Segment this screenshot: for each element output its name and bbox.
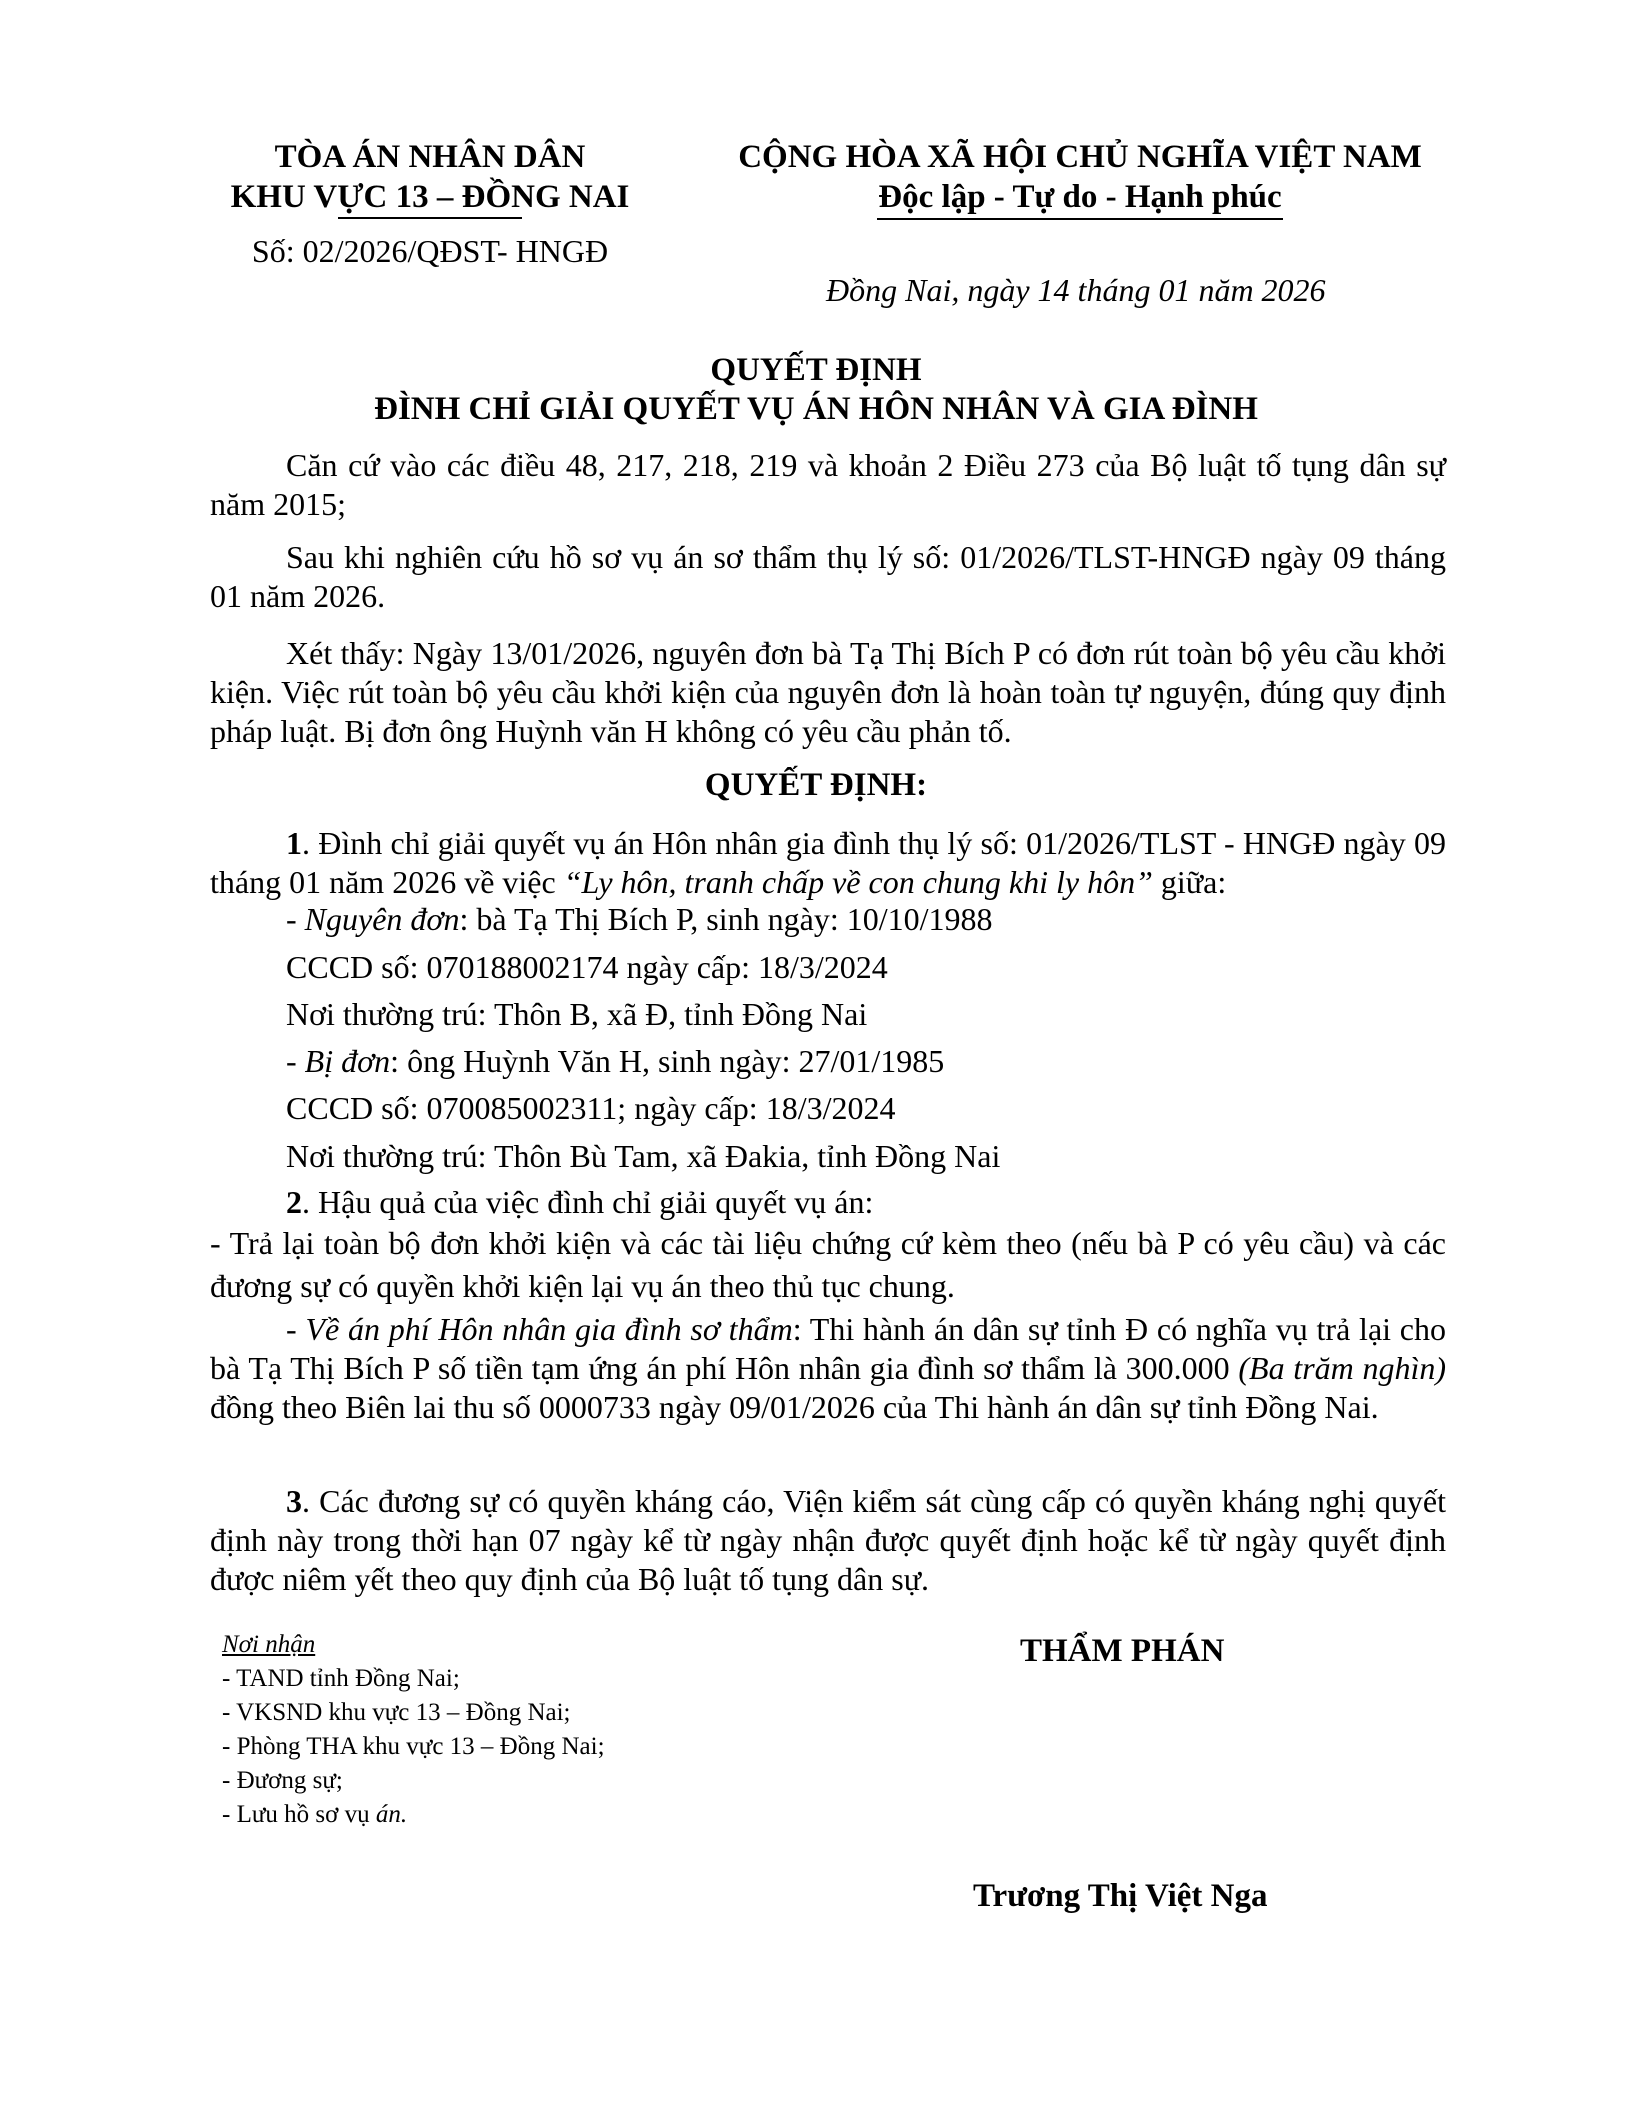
document-return-clause: - Trả lại toàn bộ đơn khởi kiện và các tài liệu chứng cứ kèm theo (nếu bà P có yêu cầu) và các đương sự có quyền khởi kiện lại vụ án theo thủ tục chung.	[210, 1225, 1446, 1304]
recipient-item: - TAND tỉnh Đồng Nai;	[222, 1665, 460, 1692]
decision-heading: QUYẾT ĐỊNH:	[704, 767, 928, 803]
defendant-line: - Bị đơn: ông Huỳnh Văn H, sinh ngày: 27/01/1985	[286, 1043, 945, 1079]
recipient-item: - VKSND khu vực 13 – Đồng Nai;	[222, 1699, 571, 1726]
plaintiff-label: Nguyên đơn	[304, 901, 460, 937]
court-name-line1: TÒA ÁN NHÂN DÂN	[274, 139, 586, 175]
preamble-review: Sau khi nghiên cứu hồ sơ vụ án sơ thẩm thụ lý số: 01/2026/TLST-HNGĐ ngày 09 tháng 01 năm 2026.	[210, 539, 1446, 614]
decision-title: QUYẾT ĐỊNH	[710, 352, 922, 388]
plaintiff-address: Nơi thường trú: Thôn B, xã Đ, tỉnh Đồng Nai	[286, 996, 868, 1032]
decision-subtitle: ĐÌNH CHỈ GIẢI QUYẾT VỤ ÁN HÔN NHÂN VÀ GIA ĐÌNH	[374, 391, 1258, 427]
preamble-findings: Xét thấy: Ngày 13/01/2026, nguyên đơn bà Tạ Thị Bích P có đơn rút toàn bộ yêu cầu khởi kiện. Việc rút toàn bộ yêu cầu khởi kiện của nguyên đơn là hoàn toàn tự nguyện, đúng quy định pháp luật. Bị đơn ông Huỳnh văn H không có yêu cầu phản tố.	[210, 635, 1446, 749]
case-number: Số: 02/2026/QĐST- HNGĐ	[251, 233, 609, 269]
recipient-item: - Phòng THA khu vực 13 – Đồng Nai;	[222, 1733, 605, 1760]
preamble-legal-basis: Căn cứ vào các điều 48, 217, 218, 219 và khoản 2 Điều 273 của Bộ luật tố tụng dân sự năm 2015;	[210, 447, 1446, 522]
recipient-item: - Lưu hồ sơ vụ án.	[222, 1801, 408, 1828]
court-fee-clause: - Về án phí Hôn nhân gia đình sơ thẩm: Thi hành án dân sự tỉnh Đ có nghĩa vụ trả lại cho bà Tạ Thị Bích P số tiền tạm ứng án phí Hôn nhân gia đình sơ thẩm là 300.000 (Ba trăm nghìn) đồng theo Biên lai thu số 0000733 ngày 09/01/2026 của Thi hành án dân sự tỉnh Đồng Nai.	[210, 1311, 1447, 1425]
item-number: 1	[286, 825, 302, 861]
case-subject: “Ly hôn, tranh chấp về con chung khi ly hôn”	[563, 864, 1153, 900]
nation-title: CỘNG HÒA XÃ HỘI CHỦ NGHĨA VIỆT NAM	[738, 139, 1422, 175]
place-date: Đồng Nai, ngày 14 tháng 01 năm 2026	[826, 272, 1326, 308]
plaintiff-id: CCCD số: 070188002174 ngày cấp: 18/3/2024	[286, 949, 888, 985]
decision-item-2-heading: 2. Hậu quả của việc đình chỉ giải quyết vụ án:	[286, 1184, 874, 1220]
court-name-line2: KHU VỰC 13 – ĐỒNG NAI	[230, 179, 630, 215]
nation-motto: Độc lập - Tự do - Hạnh phúc	[878, 179, 1282, 215]
court-underline	[338, 217, 522, 219]
decision-item-1: 1. Đình chỉ giải quyết vụ án Hôn nhân gia đình thụ lý số: 01/2026/TLST - HNGĐ ngày 09 tháng 01 năm 2026 về việc “Ly hôn, tranh chấp về con chung khi ly hôn” giữa:	[210, 825, 1446, 900]
decision-item-3: 3. Các đương sự có quyền kháng cáo, Viện kiểm sát cùng cấp có quyền kháng nghị quyết định này trong thời hạn 07 ngày kể từ ngày nhận được quyết định hoặc kể từ ngày quyết định được niêm yết theo quy định của Bộ luật tố tụng dân sự.	[210, 1483, 1446, 1597]
defendant-address: Nơi thường trú: Thôn Bù Tam, xã Đakia, tỉnh Đồng Nai	[286, 1138, 1001, 1174]
defendant-id: CCCD số: 070085002311; ngày cấp: 18/3/2024	[286, 1090, 896, 1126]
defendant-label: Bị đơn	[304, 1043, 391, 1079]
signature-role: THẨM PHÁN	[1020, 1633, 1225, 1669]
recipient-item: - Đương sự;	[222, 1767, 343, 1794]
recipients-heading: Nơi nhận	[222, 1631, 316, 1658]
item-number: 3	[286, 1483, 302, 1519]
plaintiff-line: - Nguyên đơn: bà Tạ Thị Bích P, sinh ngày: 10/10/1988	[286, 901, 993, 937]
court-fee-label: Về án phí Hôn nhân gia đình sơ thẩm	[305, 1311, 793, 1347]
signer-name: Trương Thị Việt Nga	[973, 1878, 1268, 1914]
fee-amount-words: (Ba trăm nghìn)	[1238, 1350, 1447, 1386]
item-number: 2	[286, 1184, 302, 1220]
motto-underline	[877, 218, 1283, 220]
